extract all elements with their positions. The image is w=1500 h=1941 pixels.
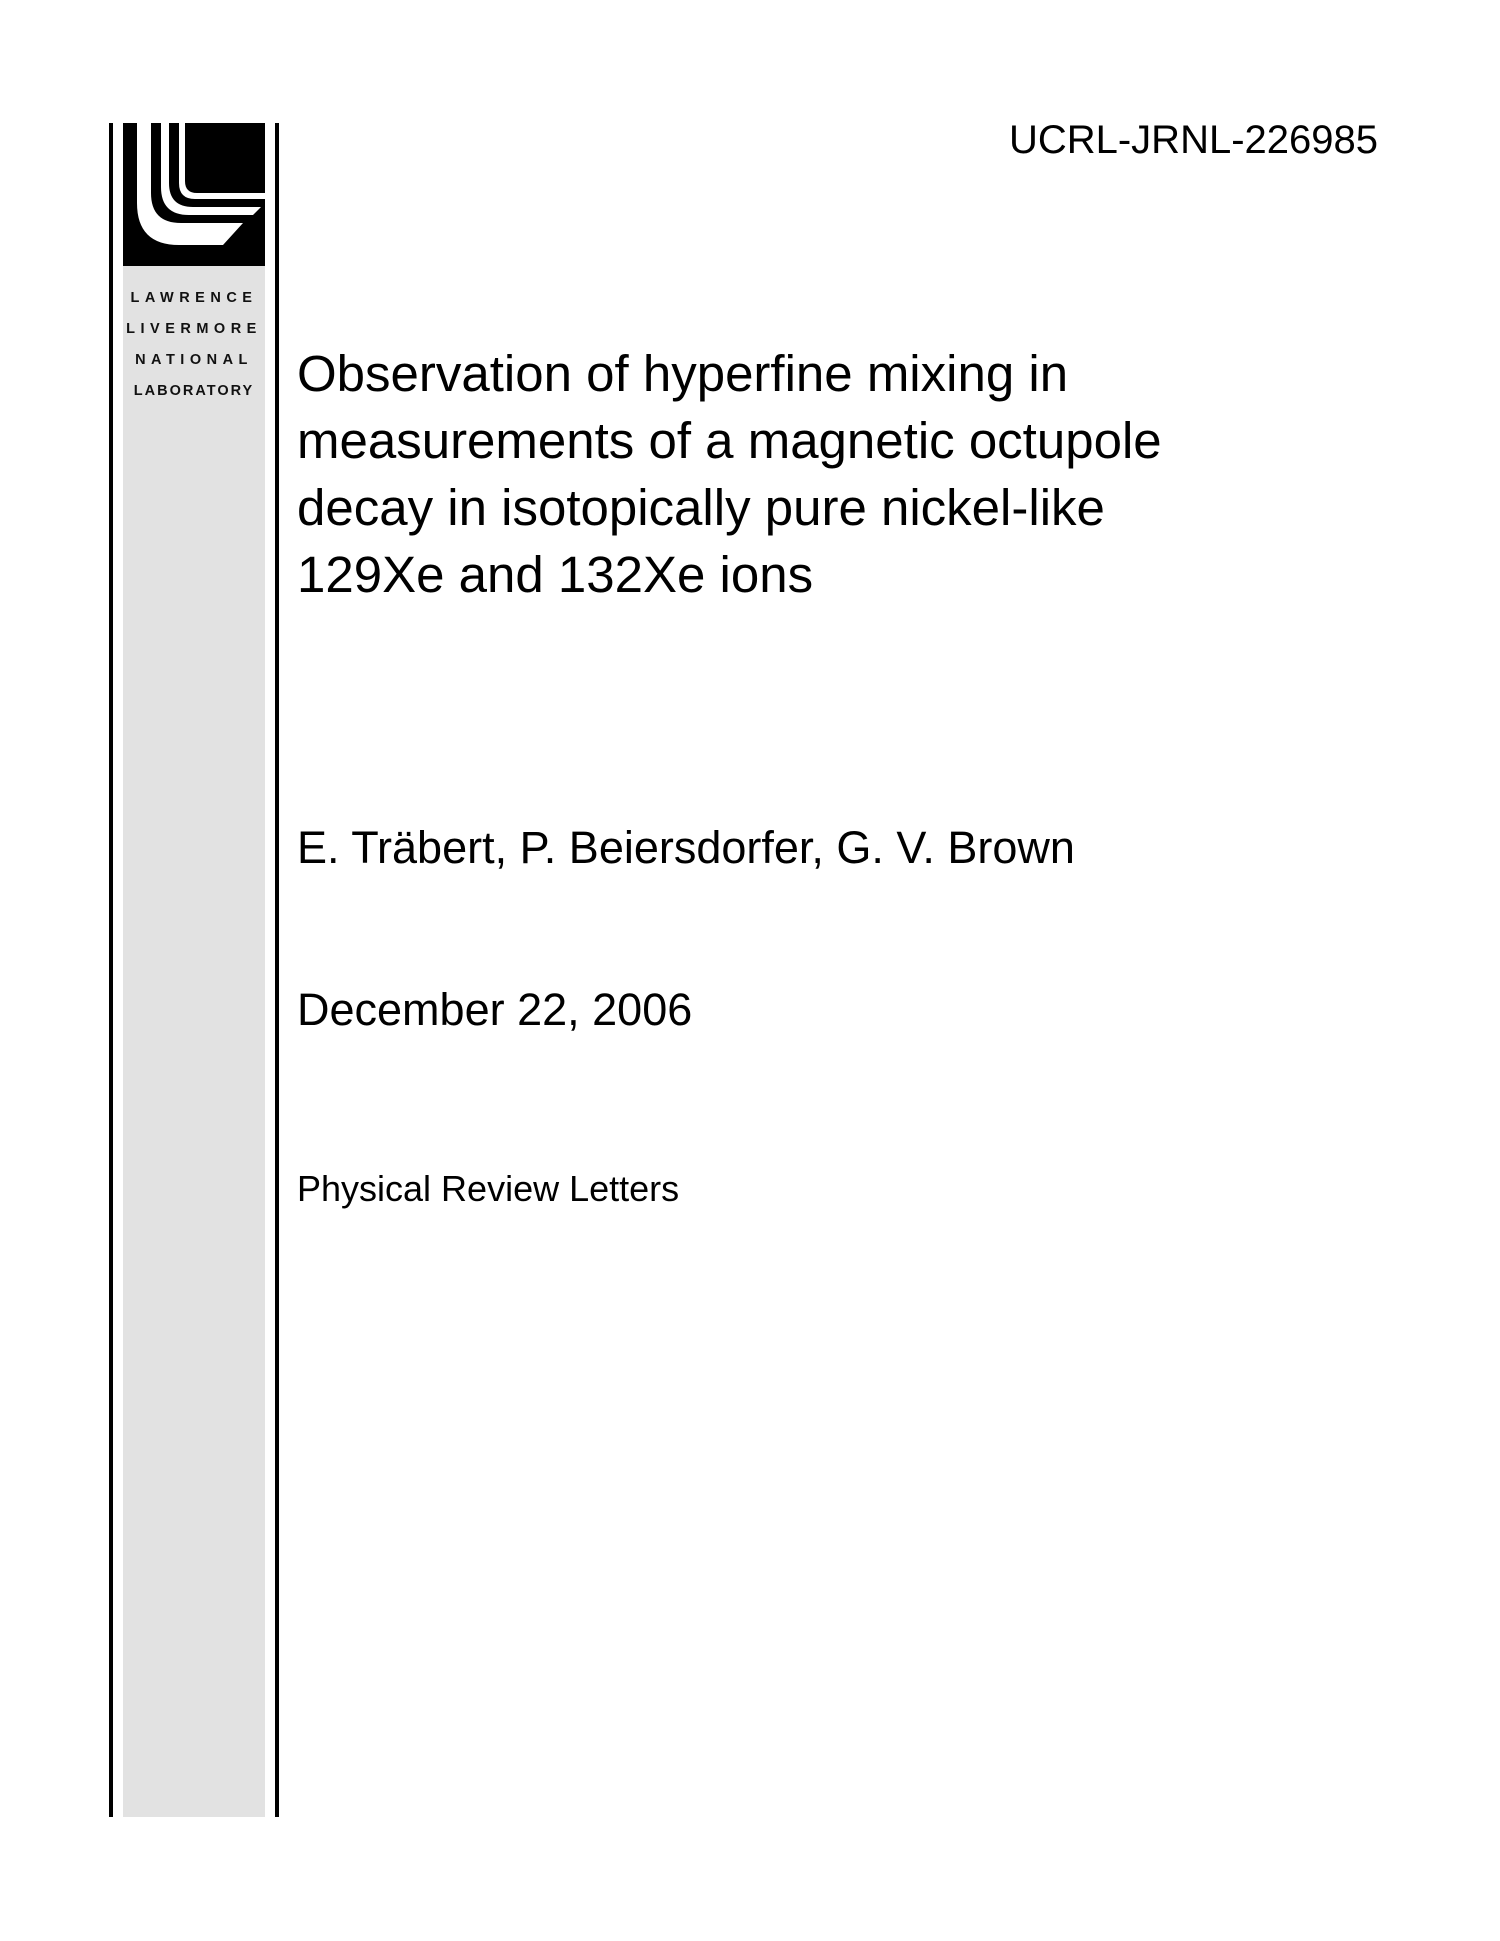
right-rule <box>275 123 279 1817</box>
title-line: Observation of hyperfine mixing in <box>297 345 1069 402</box>
report-number: UCRL-JRNL-226985 <box>1008 118 1378 162</box>
logo-text-line: LABORATORY <box>133 383 255 399</box>
llnl-logo-icon <box>123 123 265 266</box>
logo-text-line: LIVERMORE <box>126 321 262 337</box>
left-rule <box>109 123 113 1817</box>
date: December 22, 2006 <box>297 984 693 1035</box>
document-title <box>297 340 1162 608</box>
title-line: 129Xe and 132Xe ions <box>297 546 814 603</box>
side-strip <box>123 266 265 1817</box>
title-line: decay in isotopically pure nickel-like <box>297 479 1105 536</box>
authors: E. Träbert, P. Beiersdorfer, G. V. Brown <box>297 822 1075 873</box>
logo-text-line: LAWRENCE <box>130 290 258 306</box>
title-line: measurements of a magnetic octupole <box>297 412 1162 469</box>
logo-text-line: NATIONAL <box>135 352 253 368</box>
journal-name: Physical Review Letters <box>297 1168 680 1209</box>
